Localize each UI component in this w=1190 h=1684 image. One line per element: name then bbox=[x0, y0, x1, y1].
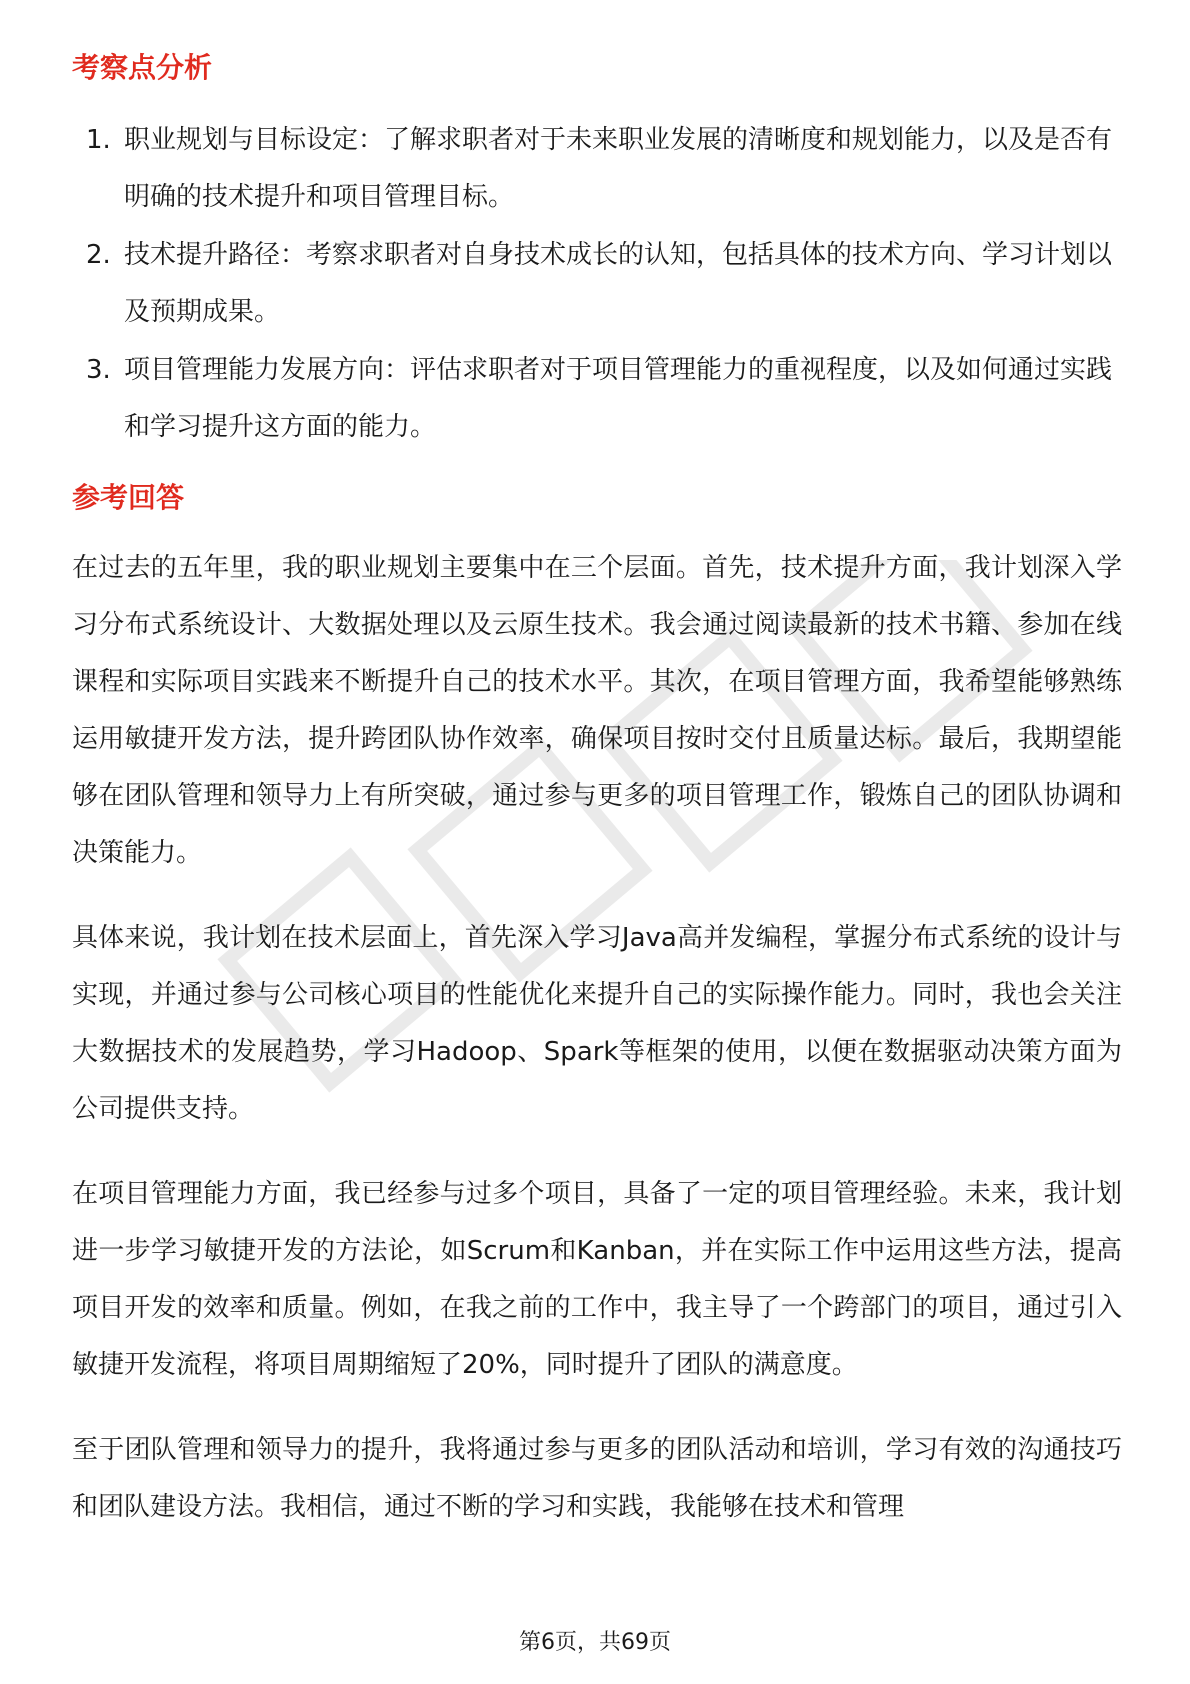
list-item-text: 技术提升路径：考察求职者对自身技术成长的认知，包括具体的技术方向、学习计划以及预期成果。 bbox=[124, 240, 1113, 327]
list-item bbox=[72, 227, 1122, 341]
answer-paragraph: 至于团队管理和领导力的提升，我将通过参与更多的团队活动和培训，学习有效的沟通技巧和团队建设方法。我相信，通过不断的学习和实践，我能够在技术和管理 bbox=[72, 1435, 1122, 1522]
analysis-section-title: 考察点分析 bbox=[72, 51, 213, 84]
list-item bbox=[72, 112, 1122, 226]
list-item bbox=[72, 342, 1122, 456]
document-page bbox=[72, 48, 1122, 1536]
page-number-footer: 第6页，共69页 bbox=[519, 1630, 671, 1655]
list-item-number: 3. bbox=[86, 355, 111, 385]
answer-paragraph: 在项目管理能力方面，我已经参与过多个项目，具备了一定的项目管理经验。未来，我计划进一步学习敏捷开发的方法论，如Scrum和Kanban，并在实际工作中运用这些方法，提高项目开发的效率和质量。例如，在我之前的工作中，我主导了一个跨部门的项目，通过引入敏捷开发流程，将项目周期缩短了20%，同时提升了团队的满意度。 bbox=[72, 1179, 1122, 1380]
list-item-text: 项目管理能力发展方向：评估求职者对于项目管理能力的重视程度，以及如何通过实践和学习提升这方面的能力。 bbox=[124, 355, 1113, 442]
list-item-number: 2. bbox=[86, 240, 111, 270]
list-item-number: 1. bbox=[86, 125, 111, 155]
answer-paragraph: 在过去的五年里，我的职业规划主要集中在三个层面。首先，技术提升方面，我计划深入学习分布式系统设计、大数据处理以及云原生技术。我会通过阅读最新的技术书籍、参加在线课程和实际项目实践来不断提升自己的技术水平。其次，在项目管理方面，我希望能够熟练运用敏捷开发方法，提升跨团队协作效率，确保项目按时交付且质量达标。最后，我期望能够在团队管理和领导力上有所突破，通过参与更多的项目管理工作，锻炼自己的团队协调和决策能力。 bbox=[72, 553, 1122, 868]
analysis-points-list bbox=[72, 112, 1122, 456]
list-item-text: 职业规划与目标设定：了解求职者对于未来职业发展的清晰度和规划能力，以及是否有明确的技术提升和项目管理目标。 bbox=[124, 125, 1113, 212]
answer-paragraph: 具体来说，我计划在技术层面上，首先深入学习Java高并发编程，掌握分布式系统的设计与实现，并通过参与公司核心项目的性能优化来提升自己的实际操作能力。同时，我也会关注大数据技术的发展趋势，学习Hadoop、Spark等框架的使用，以便在数据驱动决策方面为公司提供支持。 bbox=[72, 923, 1122, 1124]
answer-section-title: 参考回答 bbox=[72, 481, 185, 514]
